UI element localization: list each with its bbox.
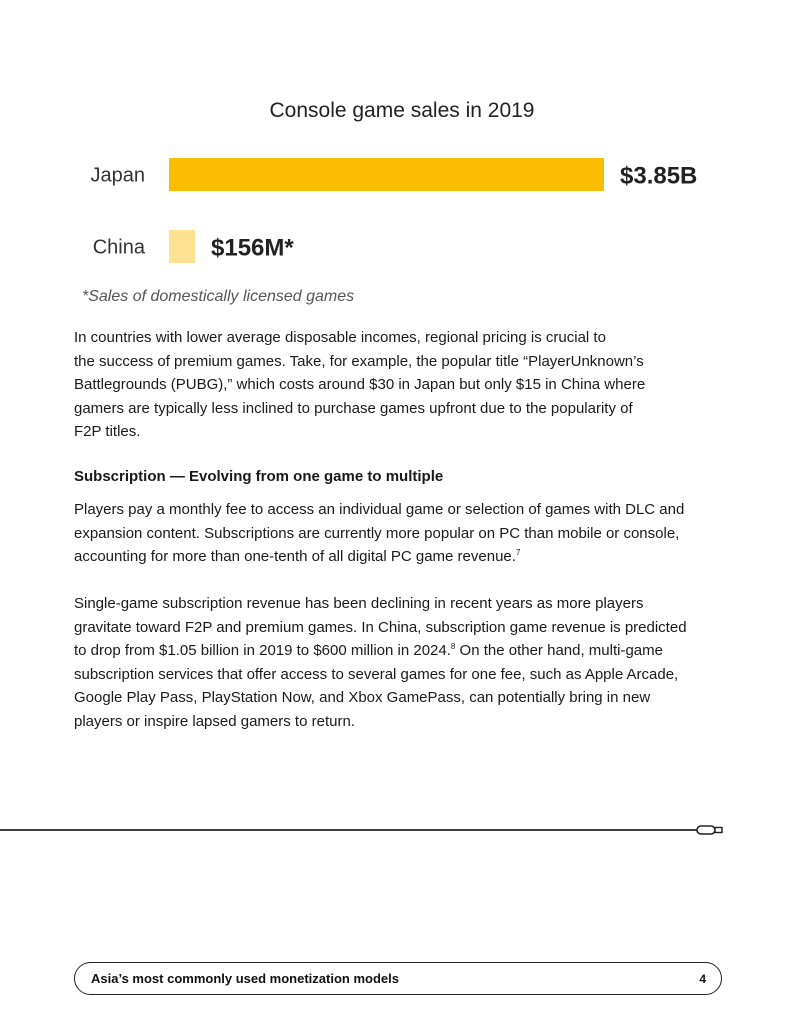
cable-divider [0,820,800,840]
text-line-continuation: On the other hand, multi-game [455,642,663,659]
paragraph-single-game [74,592,734,733]
paragraph-regional-pricing [74,326,734,444]
plug-tip-icon [715,828,722,833]
value-label: $3.85B [620,162,698,190]
text-line: F2P titles. [74,423,141,440]
text-line: players or inspire lapsed gamers to return. [74,712,355,730]
chart-title: Console game sales in 2019 [269,99,535,122]
value-label: $156M* [211,234,294,262]
paragraph-subscriptions [74,498,734,569]
text-line: Players pay a monthly fee to access an individual game or selection of games with DLC and [74,501,685,518]
category-label: China [92,236,145,259]
bar-chart [0,140,800,280]
footer-bar [74,962,722,995]
text-line: the success of premium games. Take, for example, the popular title “PlayerUnknown’s [74,352,644,370]
text-line: Google Play Pass, PlayStation Now, and Xbox GamePass, can potentially bring in new [74,689,651,706]
text-line: In countries with lower average disposable incomes, regional pricing is crucial to [74,329,606,346]
page-number: 4 [699,972,706,986]
text-line: subscription services that offer access to several games for one fee, such as Apple Arcade, [74,665,679,683]
text-line: gravitate toward F2P and premium games. In China, subscription game revenue is predicted [74,618,687,636]
text-line: expansion content. Subscriptions are currently more popular on PC than mobile or console, [74,524,680,542]
text-line: gamers are typically less inclined to purchase games upfront due to the popularity of [74,399,633,417]
bar-japan [169,158,604,191]
bar-china [169,230,195,263]
text-line: Single-game subscription revenue has been declining in recent years as more players [74,595,644,612]
footnote-ref: 8 [450,642,456,651]
text-line: Battlegrounds (PUBG),” which costs around $30 in Japan but only $15 in China where [74,376,646,393]
chart-footnote: *Sales of domestically licensed games [82,288,355,305]
category-label: Japan [90,164,145,187]
footnote-ref: 7 [515,548,521,557]
plug-icon [697,826,715,834]
footer-title: Asia’s most commonly used monetization models [91,971,399,986]
section-subheading: Subscription — Evolving from one game to multiple [74,468,444,485]
text-line: accounting for more than one-tenth of all digital PC game revenue. [74,548,516,565]
text-line: to drop from $1.05 billion in 2019 to $600 million in 2024. [74,642,451,659]
